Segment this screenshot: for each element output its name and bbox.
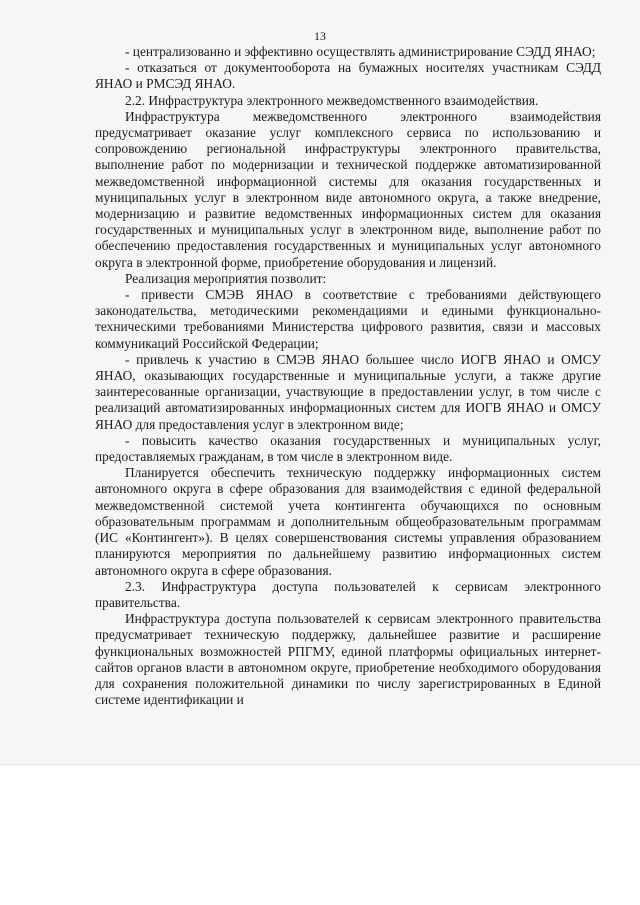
document-body [95,44,601,708]
paragraph: Реализация мероприятия позволит: [125,270,327,286]
section-heading: 2.2. Инфраструктура электронного межведомственного взаимодействия. [125,92,539,108]
list-item: - привести СМЭВ ЯНАО в соответствие с требованиями действующего законодательства, методическими рекомендациями и едиными функционально-техническими требованиями Министерства цифрового развития, связи и массовых коммуникаций Российской Федерации; [95,287,601,351]
page-number: 13 [314,29,326,43]
paragraph: Инфраструктура межведомственного электронного взаимодействия предусматривает оказание услуг комплексного сервиса по использованию и сопровождению региональной инфраструктуры электронного правительства, выполнение работ по модернизации и технической поддержке автоматизированной межведомственной информационной системы для оказания государственных и муниципальных услуг в электронном виде автономного округа, а также внедрение, модернизацию и развитие ведомственных информационных систем для оказания государственных и муниципальных услуг в электронном виде, выполнение работ по обеспечению предоставления государственных и муниципальных услуг автономного округа в электронной форме, приобретение оборудования и лицензий. [95,108,601,270]
paragraph: Планируется обеспечить техническую поддержку информационных систем автономного округа в сфере образования для взаимодействия с единой федеральной межведомственной системой учета контингента обучающихся по основным образовательным программам и дополнительным общеобразовательным программам (ИС «Контингент»). В целях совершенствования системы управления образованием планируются мероприятия по дальнейшему развитию информационных систем автономного округа в сфере образования. [95,465,601,578]
paragraph: - централизованно и эффективно осуществлять администрирование СЭДД ЯНАО; [125,44,596,59]
paragraph: - отказаться от документооборота на бумажных носителях участникам СЭДД ЯНАО и РМСЭД ЯНАО. [95,60,601,92]
list-item: - повысить качество оказания государственных и муниципальных услуг, предоставляемых гражданам, в том числе в электронном виде. [95,432,601,465]
section-heading: 2.3. Инфраструктура доступа пользователей к сервисам электронного правительства. [95,578,601,610]
paragraph: Инфраструктура доступа пользователей к сервисам электронного правительства предусматривает техническую поддержку, дальнейшее развитие и расширение функциональных возможностей РПГМУ, единой платформы официальных интернет-сайтов органов власти в автономном округе, приобретение необходимого оборудования для сохранения положительной динамики по числу зарегистрированных в Единой системе идентификации и [95,611,601,708]
list-item: - привлечь к участию в СМЭВ ЯНАО большее число ИОГВ ЯНАО и ОМСУ ЯНАО, оказывающих государственные и муниципальные услуги, а также другие заинтересованные организации, участвующие в предоставлении услуг, в том числе с реализаций автоматизированных информационных систем для ИОГВ ЯНАО и ОМСУ ЯНАО для предоставления услуг в электронном виде; [95,351,601,432]
